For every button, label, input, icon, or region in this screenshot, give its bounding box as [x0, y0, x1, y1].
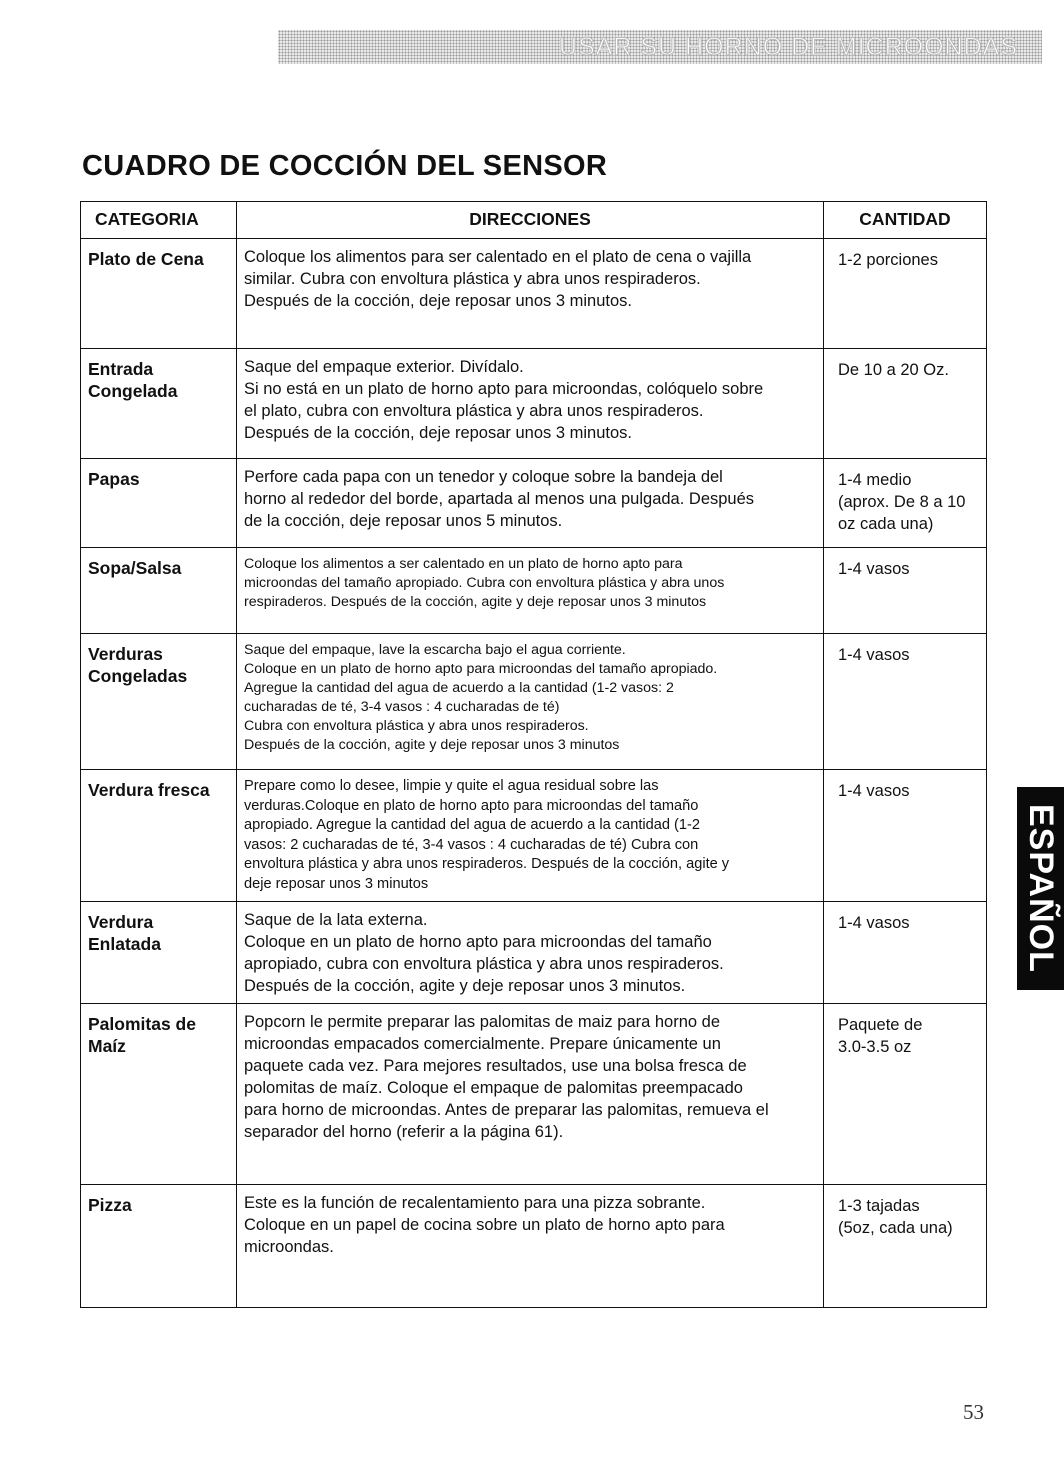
directions-cell-line: deje reposar unos 3 minutos [244, 875, 429, 892]
table-row [81, 1004, 987, 1185]
directions-cell-line: Después de la cocción, agite y deje reposar unos 3 minutos. [244, 977, 686, 995]
language-tab-label: ESPAÑOL [1022, 804, 1060, 973]
category-cell-line: Entrada [88, 359, 154, 379]
category-cell-line: Pizza [88, 1195, 132, 1215]
quantity-cell [824, 239, 987, 349]
quantity-cell [824, 349, 987, 459]
directions-cell [237, 770, 824, 902]
quantity-cell-line: 1-3 tajadas [838, 1197, 920, 1215]
category-cell-line: Plato de Cena [88, 249, 204, 269]
category-cell [81, 459, 237, 548]
page-title: CUADRO DE COCCIÓN DEL SENSOR [82, 150, 608, 182]
directions-cell-line: apropiado, cubra con envoltura plástica y abra unos respiraderos. [244, 955, 724, 973]
directions-cell-line: horno al rededor del borde, apartada al menos una pulgada. Después [244, 490, 755, 508]
category-cell [81, 1185, 237, 1308]
directions-cell [237, 1185, 824, 1308]
directions-cell [237, 239, 824, 349]
sensor-cooking-table [80, 201, 987, 1308]
category-cell-line: Verdura [88, 912, 154, 932]
directions-cell-line: paquete cada vez. Para mejores resultados, use una bolsa fresca de [244, 1057, 747, 1075]
category-cell [81, 548, 237, 634]
category-cell [81, 239, 237, 349]
category-cell [81, 902, 237, 1004]
directions-cell-line: Perfore cada papa con un tenedor y coloque sobre la bandeja del [244, 468, 723, 486]
directions-cell [237, 548, 824, 634]
quantity-cell-line: 1-4 vasos [838, 560, 910, 578]
header-quantity: CANTIDAD [824, 202, 987, 239]
header-category: CATEGORIA [81, 202, 237, 239]
quantity-cell [824, 548, 987, 634]
category-cell-line: Verduras [88, 644, 163, 664]
category-cell [81, 349, 237, 459]
directions-cell-line: Saque del empaque exterior. Divídalo. [244, 358, 524, 376]
quantity-cell-line: (5oz, cada una) [838, 1219, 953, 1237]
category-cell-line: Papas [88, 469, 140, 489]
section-header-band [278, 30, 1042, 64]
table-row [81, 634, 987, 770]
language-side-tab [1017, 787, 1064, 990]
table-row [81, 770, 987, 902]
directions-cell-line: para horno de microondas. Antes de preparar las palomitas, remueva el [244, 1101, 769, 1119]
table-header-row [81, 202, 987, 239]
quantity-cell-line: 1-4 vasos [838, 782, 910, 800]
table-body [81, 239, 987, 1308]
directions-cell-line: Si no está en un plato de horno apto para microondas, colóquelo sobre [244, 380, 764, 398]
directions-cell-line: Después de la cocción, agite y deje reposar unos 3 minutos [244, 737, 620, 753]
directions-cell-line: vasos: 2 cucharadas de té, 3-4 vasos : 4 cucharadas de té) Cubra con [244, 836, 699, 853]
quantity-cell-line: Paquete de [838, 1016, 923, 1034]
directions-cell-line: separador del horno (referir a la página 61). [244, 1123, 564, 1141]
table-row [81, 902, 987, 1004]
category-cell-line: Sopa/Salsa [88, 558, 182, 578]
category-cell-line: Verdura fresca [88, 780, 210, 800]
directions-cell [237, 902, 824, 1004]
quantity-cell [824, 459, 987, 548]
directions-cell-line: microondas empacados comercialmente. Prepare únicamente un [244, 1035, 721, 1053]
directions-cell-line: Prepare como lo desee, limpie y quite el agua residual sobre las [244, 778, 659, 794]
quantity-cell-line: 1-4 vasos [838, 646, 910, 664]
category-cell-line: Congeladas [88, 666, 188, 686]
table-row [81, 548, 987, 634]
directions-cell-line: polomitas de maíz. Coloque el empaque de palomitas preempacado [244, 1079, 743, 1097]
category-cell-line: Maíz [88, 1036, 126, 1056]
quantity-cell-line: 1-2 porciones [838, 251, 938, 269]
directions-cell-line: Saque del empaque, lave la escarcha bajo el agua corriente. [244, 642, 626, 658]
category-cell [81, 770, 237, 902]
category-cell-line: Palomitas de [88, 1014, 196, 1034]
directions-cell-line: Coloque los alimentos para ser calentado en el plato de cena o vajilla [244, 248, 752, 266]
directions-cell-line: Coloque los alimentos a ser calentado en un plato de horno apto para [244, 556, 683, 572]
category-cell [81, 634, 237, 770]
directions-cell-line: microondas. [244, 1238, 334, 1256]
table-row [81, 459, 987, 548]
category-cell-line: Enlatada [88, 934, 161, 954]
table-row [81, 349, 987, 459]
table-row [81, 239, 987, 349]
directions-cell-line: apropiado. Agregue la cantidad del agua de acuerdo a la cantidad (1-2 [244, 817, 700, 833]
directions-cell-line: Popcorn le permite preparar las palomitas de maiz para horno de [244, 1013, 721, 1031]
directions-cell [237, 459, 824, 548]
quantity-cell-line: 1-4 medio [838, 471, 912, 489]
directions-cell-line: Cubra con envoltura plástica y abra unos respiraderos. [244, 718, 589, 734]
directions-cell-line: respiraderos. Después de la cocción, agite y deje reposar unos 3 minutos [244, 594, 707, 610]
directions-cell-line: verduras.Coloque en plato de horno apto para microondas del tamaño [244, 797, 699, 814]
category-cell [81, 1004, 237, 1185]
directions-cell-line: Este es la función de recalentamiento para una pizza sobrante. [244, 1194, 706, 1212]
quantity-cell [824, 634, 987, 770]
directions-cell-line: Coloque en un plato de horno apto para microondas del tamaño [244, 933, 712, 951]
directions-cell-line: Agregue la cantidad del agua de acuerdo a la cantidad (1-2 vasos: 2 [244, 680, 674, 696]
table-row [81, 1185, 987, 1308]
quantity-cell-line: 3.0-3.5 oz [838, 1038, 912, 1056]
directions-cell-line: de la cocción, deje reposar unos 5 minutos. [244, 512, 563, 530]
directions-cell [237, 349, 824, 459]
quantity-cell-line: (aprox. De 8 a 10 [838, 493, 966, 511]
quantity-cell [824, 770, 987, 902]
page-number: 53 [963, 1400, 984, 1424]
directions-cell-line: Después de la cocción, deje reposar unos 3 minutos. [244, 292, 632, 310]
directions-cell [237, 634, 824, 770]
directions-cell-line: cucharadas de té, 3-4 vasos : 4 cucharadas de té) [244, 699, 560, 715]
quantity-cell-line: oz cada una) [838, 515, 934, 533]
directions-cell-line: envoltura plástica y abra unos respiraderos. Después de la cocción, agite y [244, 856, 730, 872]
directions-cell-line: el plato, cubra con envoltura plástica y abra unos respiraderos. [244, 402, 704, 420]
directions-cell-line: similar. Cubra con envoltura plástica y abra unos respiraderos. [244, 270, 701, 288]
directions-cell-line: microondas del tamaño apropiado. Cubra con envoltura plástica y abra unos [244, 575, 725, 591]
quantity-cell-line: 1-4 vasos [838, 914, 910, 932]
directions-cell-line: Después de la cocción, deje reposar unos 3 minutos. [244, 424, 632, 442]
header-directions: DIRECCIONES [237, 202, 824, 239]
section-header-text: USAR SU HORNO DE MICROONDAS [559, 32, 1018, 61]
directions-cell-line: Coloque en un papel de cocina sobre un plato de horno apto para [244, 1216, 725, 1234]
category-cell-line: Congelada [88, 381, 178, 401]
quantity-cell [824, 1004, 987, 1185]
quantity-cell-line: De 10 a 20 Oz. [838, 361, 949, 379]
directions-cell [237, 1004, 824, 1185]
quantity-cell [824, 902, 987, 1004]
directions-cell-line: Saque de la lata externa. [244, 911, 428, 929]
directions-cell-line: Coloque en un plato de horno apto para microondas del tamaño apropiado. [244, 661, 718, 677]
quantity-cell [824, 1185, 987, 1308]
